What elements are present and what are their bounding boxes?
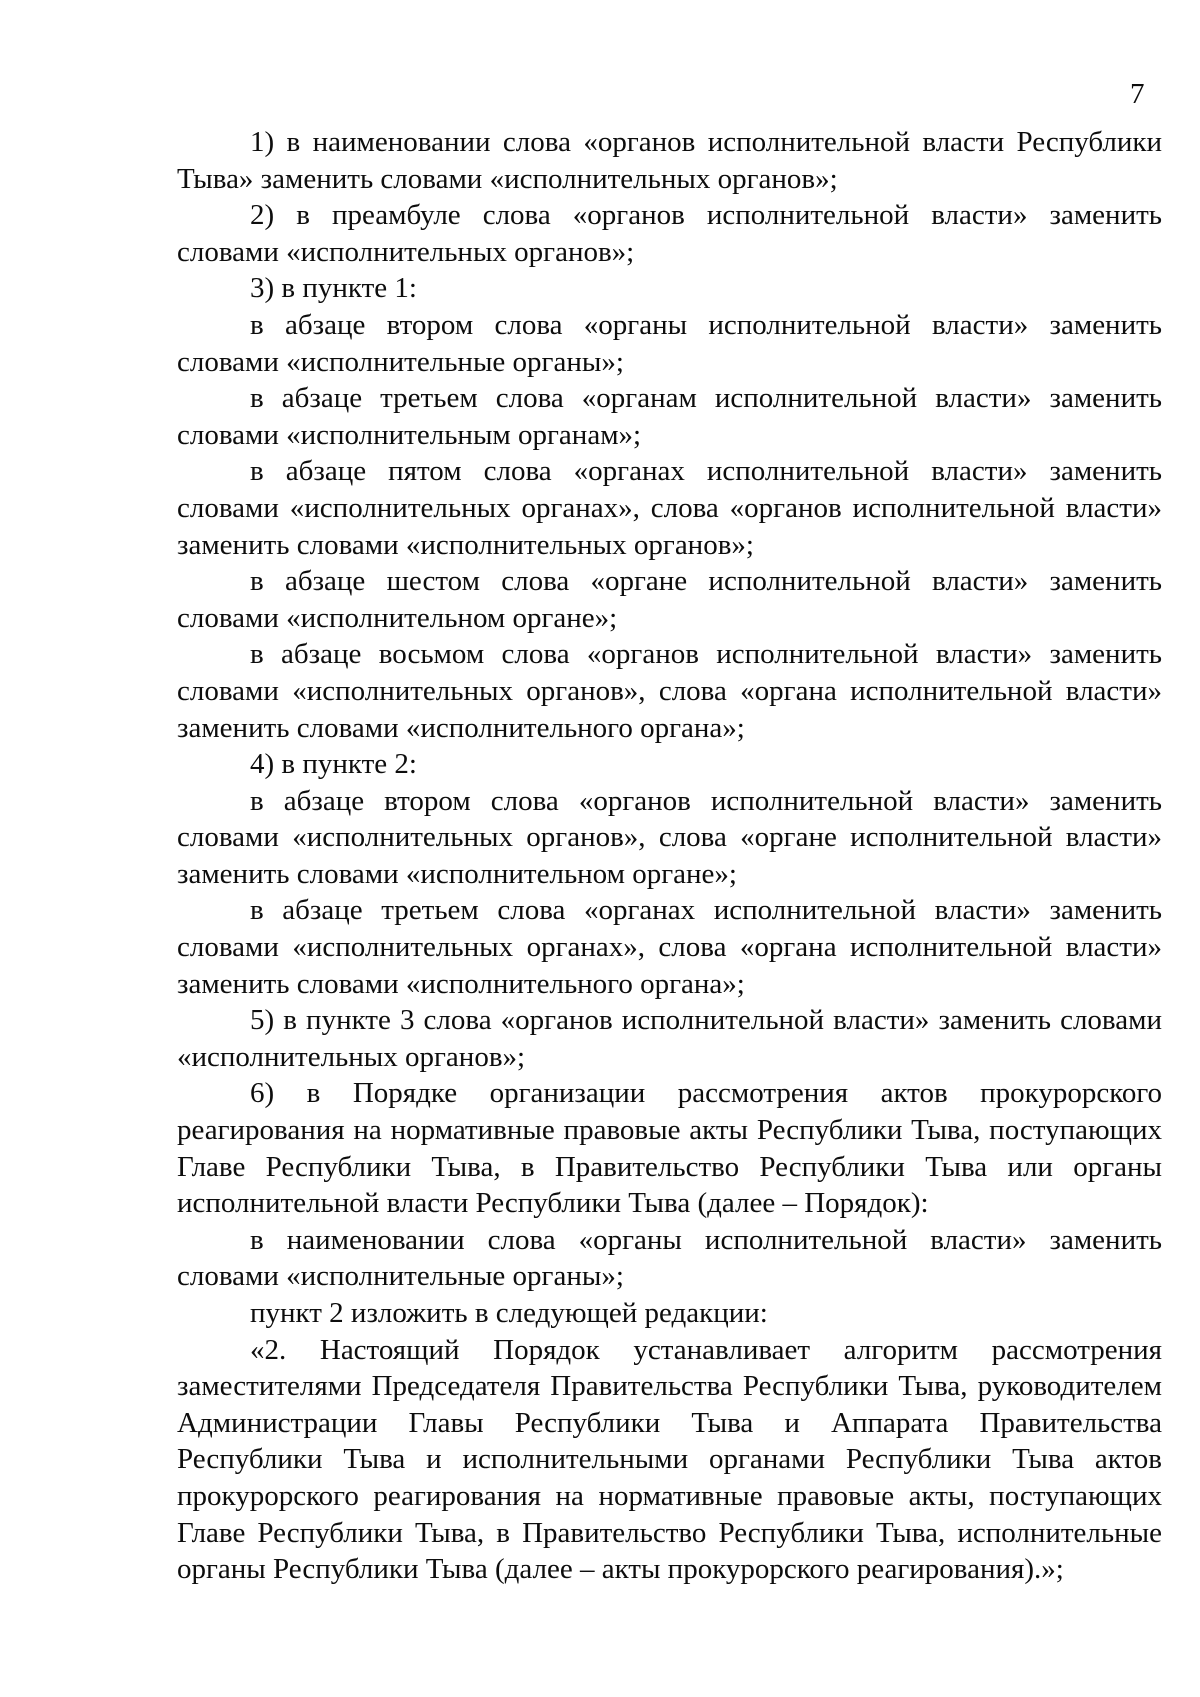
paragraph-4: в абзаце втором слова «органы исполнительной власти» заменить словами «исполнительные органы»; <box>177 308 1162 378</box>
paragraph-9: 4) в пункте 2: <box>250 748 417 781</box>
document-body <box>177 124 1162 1588</box>
paragraph-5: в абзаце третьем слова «органам исполнительной власти» заменить словами «исполнительным органам»; <box>177 382 1162 451</box>
paragraph-6: в абзаце пятом слова «органах исполнительной власти» заменить словами «исполнительных органах», слова «органов исполнительной власти» заменить словами «исполнительных органов»; <box>177 455 1162 561</box>
paragraph-11: в абзаце третьем слова «органах исполнительной власти» заменить словами «исполнительных органах», слова «органа исполнительной власти» заменить словами «исполнительного органа»; <box>177 894 1162 1000</box>
paragraph-15: пункт 2 изложить в следующей редакции: <box>250 1297 768 1329</box>
paragraph-1: 1) в наименовании слова «органов исполнительной власти Республики Тыва» заменить словами «исполнительных органов»; <box>177 126 1162 195</box>
page-number: 7 <box>1130 78 1145 110</box>
paragraph-10: в абзаце втором слова «органов исполнительной власти» заменить словами «исполнительных органов», слова «органе исполнительной власти» заменить словами «исполнительном органе»; <box>177 784 1162 890</box>
paragraph-16: «2. Настоящий Порядок устанавливает алгоритм рассмотрения заместителями Председателя Правительства Республики Тыва, руководителем Администрации Главы Республики Тыва и Аппарата Правительства Республики Тыва и исполнительными органами Республики Тыва актов прокурорского реагирования на нормативные правовые акты, поступающих Главе Республики Тыва, в Правительство Республики Тыва, исполнительные органы Республики Тыва (далее – акты прокурорского реагирования).»; <box>177 1333 1162 1586</box>
paragraph-2: 2) в преамбуле слова «органов исполнительной власти» заменить словами «исполнительных органов»; <box>177 199 1162 268</box>
paragraph-13: 6) в Порядке организации рассмотрения актов прокурорского реагирования на нормативные правовые акты Республики Тыва, поступающих Главе Республики Тыва, в Правительство Республики Тыва или органы исполнительной власти Республики Тыва (далее – Порядок): <box>177 1077 1162 1220</box>
paragraph-14: в наименовании слова «органы исполнительной власти» заменить словами «исполнительные органы»; <box>177 1223 1162 1293</box>
paragraph-12: 5) в пункте 3 слова «органов исполнительной власти» заменить словами «исполнительных органов»; <box>177 1004 1162 1073</box>
paragraph-8: в абзаце восьмом слова «органов исполнительной власти» заменить словами «исполнительных органов», слова «органа исполнительной власти» заменить словами «исполнительного органа»; <box>177 638 1162 744</box>
paragraph-3: 3) в пункте 1: <box>250 272 417 305</box>
paragraph-7: в абзаце шестом слова «органе исполнительной власти» заменить словами «исполнительном органе»; <box>177 565 1162 634</box>
